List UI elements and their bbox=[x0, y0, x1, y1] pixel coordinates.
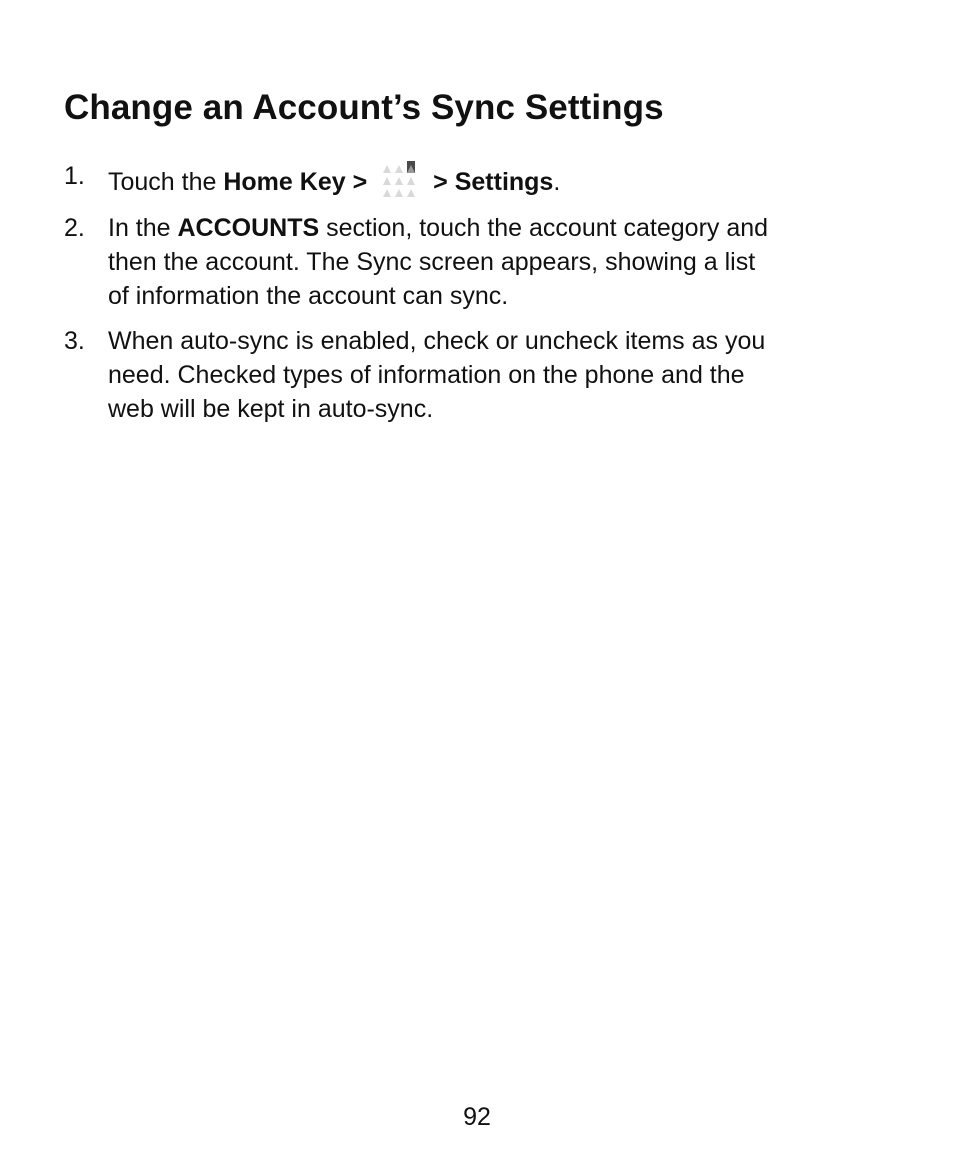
step-text bbox=[108, 211, 868, 313]
step-text bbox=[108, 159, 868, 199]
settings-label: > Settings bbox=[433, 168, 554, 196]
apps-grid-icon bbox=[381, 159, 421, 199]
accounts-label: ACCOUNTS bbox=[177, 214, 320, 242]
step-text-suffix: . bbox=[553, 168, 561, 196]
step-text-prefix: Touch the bbox=[108, 168, 224, 196]
step-number: 1. bbox=[64, 162, 85, 190]
step-text-line: of information the account can sync. bbox=[108, 282, 509, 310]
step-text-line: web will be kept in auto-sync. bbox=[108, 395, 434, 423]
step-text-line: then the account. The Sync screen appears, showing a list bbox=[108, 248, 756, 276]
step-number: 3. bbox=[64, 327, 85, 355]
home-key-label: Home Key > bbox=[223, 168, 368, 196]
step-text-line: need. Checked types of information on the phone and the bbox=[108, 361, 745, 389]
step-number: 2. bbox=[64, 214, 85, 242]
page-number: 92 bbox=[463, 1103, 491, 1131]
page-title: Change an Account’s Sync Settings bbox=[64, 88, 664, 127]
step-text-line: section, touch the account category and bbox=[319, 214, 769, 242]
step-text-line: When auto-sync is enabled, check or uncheck items as you bbox=[108, 327, 766, 355]
step-text-prefix: In the bbox=[108, 214, 178, 242]
step-text bbox=[108, 324, 868, 426]
